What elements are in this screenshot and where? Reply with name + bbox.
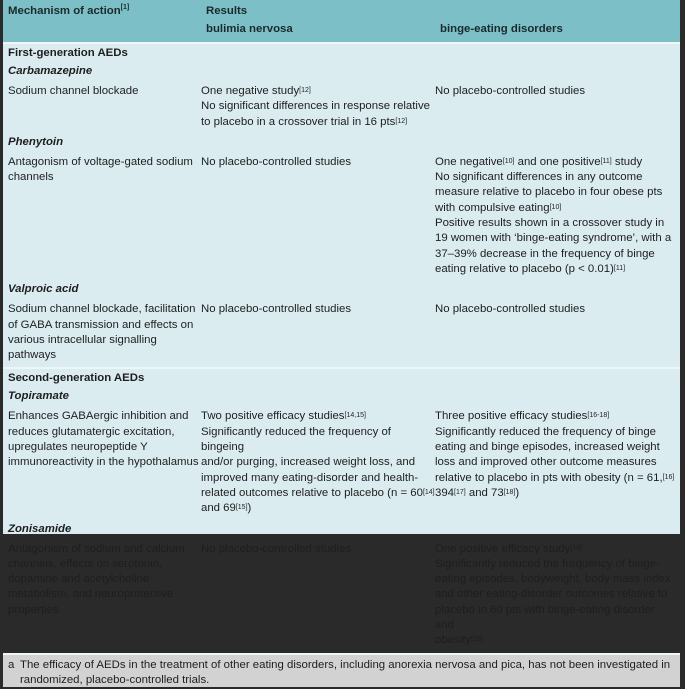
section-title: First-generation AEDs xyxy=(8,47,128,59)
binge-cell: Three positive efficacy studies[16-18] Significantly reduced the frequency of binge eating and binge episodes, increased weight loss and improved other outcome measures relative to placebo in pts with obesity (n = 61,[16] 394[17] and 73[18]) xyxy=(435,410,675,499)
binge-cell: No placebo-controlled studies xyxy=(435,303,586,316)
table-row xyxy=(3,153,680,281)
binge-cell: One positive efficacy study[19] Significantly reduced the frequency of binge- eating episodes, bodyweight, body mass index and other eating-disorder outcomes relative to placebo in 60 pts with binge-eating disorder and obesity[19] xyxy=(435,542,671,647)
aed-table xyxy=(3,0,680,687)
bulimia-cell: No placebo-controlled studies xyxy=(201,155,352,168)
bulimia-cell: Two positive efficacy studies[14,15] Significantly reduced the frequency of bingeing and/or purging, increased weight loss, and improved many eating-disorder and health- related outcomes relative to placebo (n = 60[14] and 69[15]) xyxy=(201,410,435,515)
drug-name: Topiramate xyxy=(8,390,69,403)
bulimia-cell: No placebo-controlled studies xyxy=(201,542,352,555)
drug-name: Valproic acid xyxy=(8,283,79,296)
binge-cell: No placebo-controlled studies xyxy=(435,85,586,97)
section-first-generation xyxy=(3,44,680,367)
header-binge: binge-eating disorders xyxy=(440,23,563,35)
drug-name: Carbamazepine xyxy=(8,65,93,77)
mechanism-cell: Sodium channel blockade xyxy=(8,85,139,97)
table-footnote xyxy=(3,653,680,687)
drug-name: Zonisamide xyxy=(8,522,72,535)
mechanism-cell: Enhances GABAergic inhibition and reduces glutamatergic excitation, upregulates neuropeptide Y immunoreactivity in the hypothalamus xyxy=(8,410,199,469)
bulimia-cell: No placebo-controlled studies xyxy=(201,303,352,316)
table-row xyxy=(3,540,680,653)
section-second-generation xyxy=(3,369,680,652)
table-header xyxy=(3,0,680,44)
header-mechanism: Mechanism of action[1] xyxy=(8,4,130,17)
mechanism-cell: Antagonism of sodium and calcium channels, effects on serotonin, dopamine and acetylcholine metabolism, and neuroprotective properties xyxy=(8,542,185,616)
table-row xyxy=(3,82,680,134)
mechanism-cell: Antagonism of voltage-gated sodium channels xyxy=(8,155,193,184)
section-title: Second-generation AEDs xyxy=(8,372,145,385)
drug-name: Phenytoin xyxy=(8,135,64,148)
footnote-mark: a xyxy=(8,658,15,671)
mechanism-cell: Sodium channel blockade, facilitation of GABA transmission and effects on various intracellular signalling pathways xyxy=(8,303,196,362)
bulimia-cell: One negative study[12] No significant differences in response relative to placebo in a crossover trial in 16 pts[12] xyxy=(201,85,430,128)
header-results: Results xyxy=(206,5,248,17)
binge-cell: One negative[10] and one positive[11] study No significant differences in any outcome measure relative to placebo in four obese pts with compulsive eating[10] Positive results shown in a crossover study in 19 women with ‘binge-eating syndrome’, with a 37–39% decrease in the frequency of binge eating relative to placebo (p < 0.01)[11] xyxy=(435,155,672,275)
footnote-text: The efficacy of AEDs in the treatment of other eating disorders, including anorexia nervosa and pica, has not been investigated in randomized, placebo-controlled trials. xyxy=(20,658,671,687)
table-row xyxy=(3,300,680,367)
table-row xyxy=(3,407,680,520)
header-bulimia: bulimia nervosa xyxy=(206,23,293,35)
